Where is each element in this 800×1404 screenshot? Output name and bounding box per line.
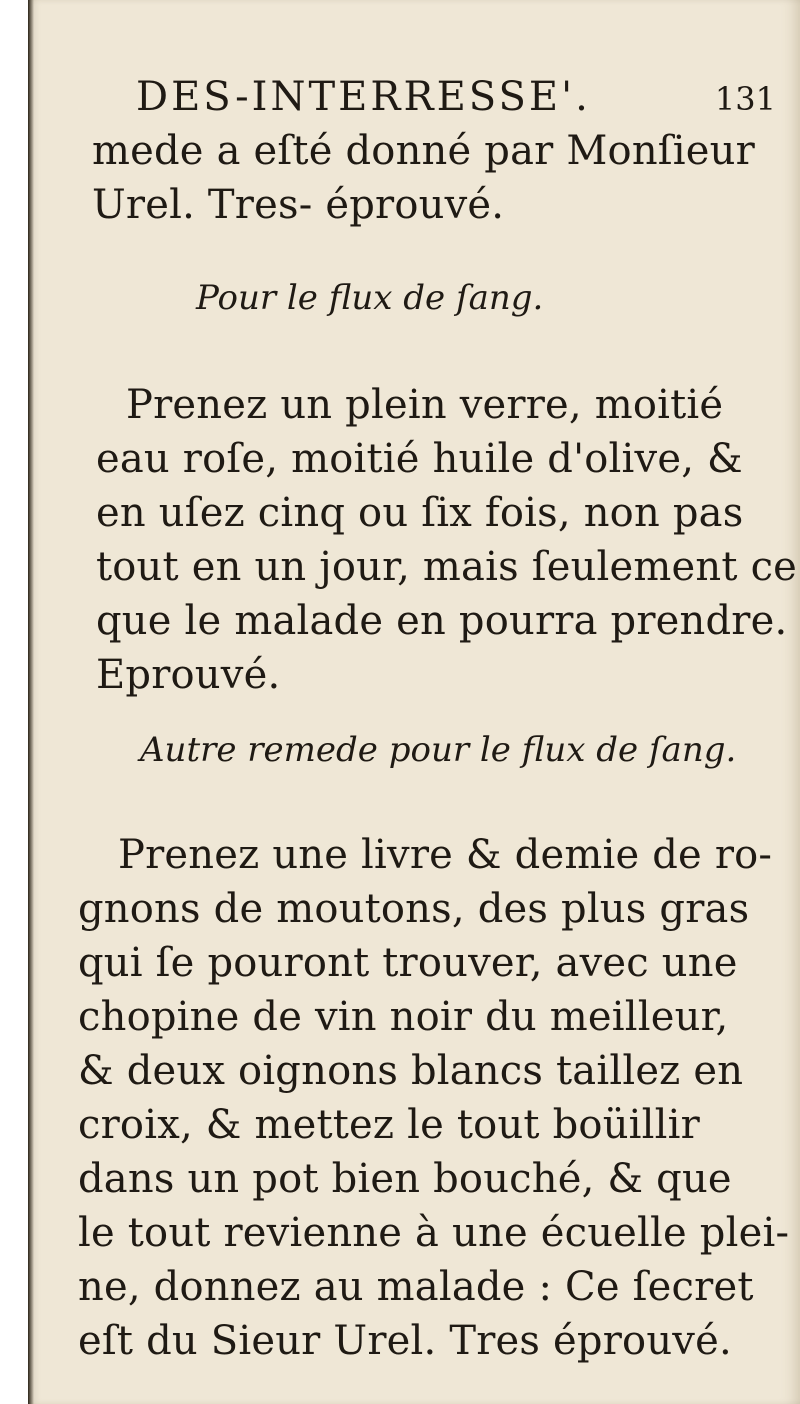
running-title: DES-INTERRESSE'. (136, 74, 591, 120)
text-line: croix, & mettez le tout boüillir (78, 1102, 700, 1148)
text-line: le tout revienne à une écuelle plei- (78, 1210, 790, 1256)
text-line: en uſez cinq ou ſix fois, non pas (96, 490, 744, 536)
section-heading-1: Pour le flux de ſang. (196, 278, 544, 318)
text-line: tout en un jour, mais ſeulement ce (96, 544, 798, 590)
text-line: eſt du Sieur Urel. Tres éprouvé. (78, 1318, 732, 1364)
section-heading-2: Autre remede pour le flux de ſang. (140, 730, 737, 770)
text-line: Prenez une livre & demie de ro- (118, 832, 773, 878)
text-line: ne, donnez au malade : Ce ſecret (78, 1264, 754, 1310)
text-line: que le malade en pourra prendre. (96, 598, 788, 644)
text-line: qui ſe pouront trouver, avec une (78, 940, 738, 986)
text-line: Eprouvé. (96, 652, 281, 698)
text-line: & deux oignons blancs taillez en (78, 1048, 744, 1094)
text-line: chopine de vin noir du meilleur, (78, 994, 729, 1040)
text-line: gnons de moutons, des plus gras (78, 886, 750, 932)
text-line: eau roſe, moitié huile d'olive, & (96, 436, 743, 482)
book-page (28, 0, 800, 1404)
text-line: mede a eſté donné par Monſieur (92, 128, 755, 174)
text-line: Urel. Tres- éprouvé. (92, 182, 505, 228)
running-header (136, 74, 776, 120)
section2-paragraph (78, 828, 790, 1368)
text-line: dans un pot bien bouché, & que (78, 1156, 732, 1202)
page-number: 131 (714, 80, 776, 118)
text-line: Prenez un plein verre, moitié (126, 382, 724, 428)
section1-paragraph (96, 378, 798, 702)
intro-paragraph (92, 124, 755, 232)
